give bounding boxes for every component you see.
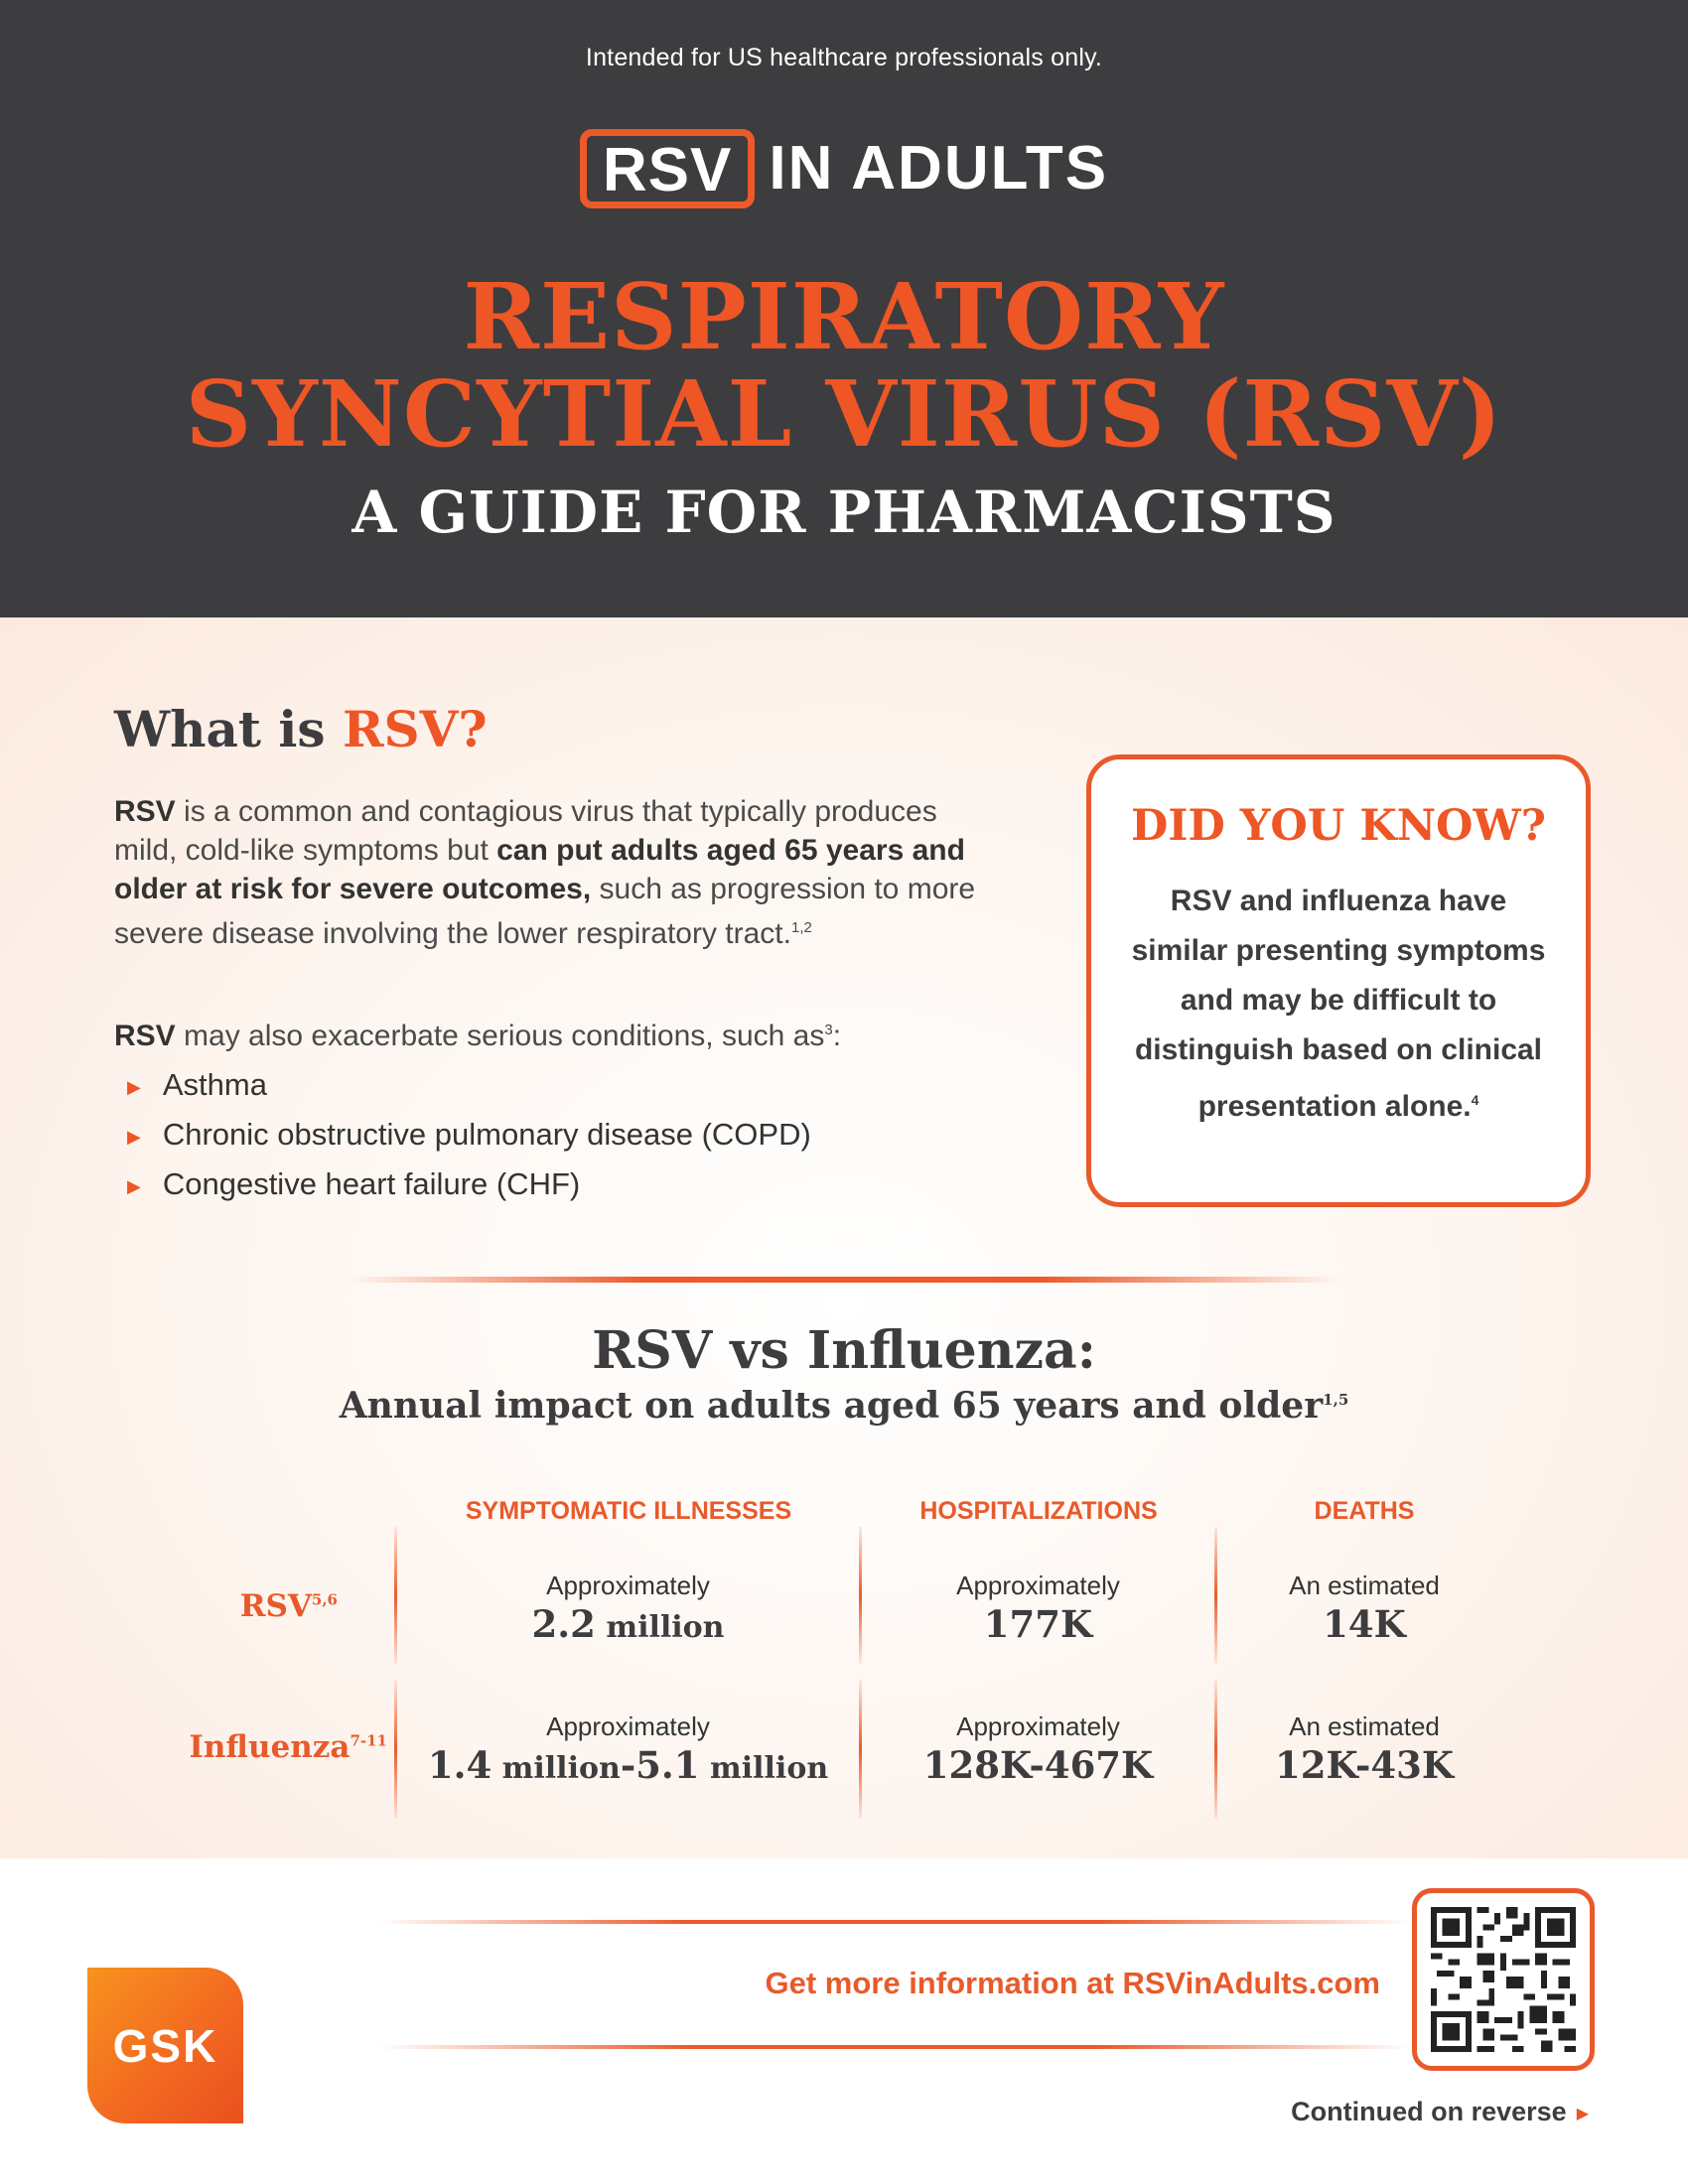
triangle-arrow-icon: ▶	[1576, 2105, 1589, 2122]
value-unit: million	[595, 1610, 725, 1645]
table-cell	[1217, 1569, 1511, 1646]
row-label-text: Influenza	[189, 1729, 351, 1765]
rsv-bold: RSV	[114, 1020, 176, 1052]
list-item	[127, 1160, 811, 1209]
reference-superscript: 5,6	[311, 1590, 338, 1609]
did-you-know-body: RSV and influenza have similar presenting symptoms and may be difficult to distinguish based on clinical presentation alone.	[1131, 885, 1546, 1123]
header-banner	[0, 0, 1688, 617]
condition-label: Chronic obstructive pulmonary disease (COPD)	[162, 1117, 811, 1152]
did-you-know-text	[1130, 877, 1547, 1132]
comparison-subheading	[0, 1385, 1688, 1427]
cell-qualifier: Approximately	[546, 1711, 710, 1741]
logo-box-text: RSV	[580, 129, 755, 208]
column-header-hospitalizations: HOSPITALIZATIONS	[919, 1497, 1158, 1525]
cell-value: 12K-43K	[1275, 1743, 1454, 1787]
cell-value: 14K	[1323, 1602, 1406, 1646]
condition-label: Congestive heart failure (CHF)	[162, 1166, 581, 1201]
cell-qualifier: Approximately	[956, 1570, 1120, 1600]
column-header-deaths: DEATHS	[1314, 1497, 1415, 1525]
value-number-2: -5.1	[620, 1743, 700, 1787]
value-unit: million	[492, 1751, 621, 1786]
cell-value: 128K-467K	[922, 1743, 1154, 1787]
rsv-description	[114, 792, 988, 953]
rsv-in-adults-logo	[0, 129, 1688, 208]
reference-superscript: 4	[1471, 1092, 1479, 1108]
triangle-bullet-icon: ▶	[127, 1175, 141, 1196]
table-cell	[862, 1709, 1214, 1787]
value-unit-2: million	[699, 1751, 829, 1786]
cell-qualifier: Approximately	[546, 1570, 710, 1600]
subtitle: A GUIDE FOR PHARMACISTS	[352, 478, 1336, 546]
main-title	[0, 263, 1688, 468]
column-header-symptomatic: SYMPTOMATIC ILLNESSES	[465, 1497, 792, 1525]
value-number: 1.4	[427, 1743, 492, 1787]
cell-qualifier: An estimated	[1289, 1711, 1440, 1741]
qr-code-icon	[1431, 1907, 1576, 2052]
title-line-1: RESPIRATORY	[463, 263, 1225, 370]
condition-label: Asthma	[162, 1067, 267, 1102]
subheading-text: Annual impact on adults aged 65 years and older	[339, 1385, 1324, 1427]
colon: :	[832, 1020, 842, 1052]
table-cell	[397, 1709, 859, 1791]
row-label-rsv	[109, 1588, 338, 1624]
reference-superscript: 7-11	[350, 1731, 387, 1750]
desc-bold-risk: can put adults aged 65 years and older at risk for severe outcomes,	[114, 834, 965, 905]
list-item	[127, 1110, 811, 1160]
did-you-know-heading: DID YOU KNOW?	[1131, 801, 1546, 851]
comparison-heading: RSV vs Influenza:	[592, 1320, 1096, 1381]
table-cell	[1217, 1709, 1511, 1787]
list-item	[127, 1060, 811, 1110]
desc-text-1: is a common and contagious virus that typically produces mild, cold-like symptoms but	[114, 795, 937, 867]
audience-note: Intended for US healthcare professionals only.	[585, 44, 1103, 71]
continued-on-reverse	[1092, 2097, 1589, 2127]
table-cell	[862, 1569, 1214, 1646]
table-cell	[397, 1569, 859, 1650]
triangle-bullet-icon: ▶	[127, 1076, 141, 1097]
section-divider	[348, 1277, 1340, 1283]
reference-superscript: 1,2	[790, 919, 812, 936]
rsv-bold: RSV	[114, 795, 176, 828]
reference-superscript: 1,5	[1323, 1391, 1349, 1409]
value-number: 2.2	[531, 1602, 596, 1646]
heading-accent: RSV?	[342, 700, 488, 758]
exacerbate-text: may also exacerbate serious conditions, such as	[175, 1020, 825, 1052]
row-label-text: RSV	[239, 1588, 312, 1624]
title-line-2: SYNCYTIAL VIRUS (RSV)	[185, 360, 1503, 468]
triangle-bullet-icon: ▶	[127, 1126, 141, 1147]
reference-superscript: 3	[824, 1022, 833, 1038]
continued-text: Continued on reverse	[1291, 2097, 1567, 2126]
cell-qualifier: Approximately	[956, 1711, 1120, 1741]
footer-divider-bottom	[377, 2045, 1410, 2049]
what-is-rsv-heading	[114, 700, 488, 758]
cell-value	[397, 1743, 859, 1791]
cell-value	[397, 1602, 859, 1650]
row-label-influenza	[99, 1729, 387, 1765]
conditions-list	[127, 1060, 811, 1209]
cell-qualifier: An estimated	[1289, 1570, 1440, 1600]
footer-divider-top	[377, 1920, 1410, 1924]
gsk-logo	[87, 1968, 243, 2123]
did-you-know-box	[1086, 754, 1591, 1207]
more-info-link[interactable]: Get more information at RSVinAdults.com	[765, 1966, 1380, 2000]
brand-logo-text: GSK	[112, 2019, 218, 2072]
qr-code[interactable]	[1412, 1888, 1595, 2071]
heading-prefix: What is	[114, 700, 343, 758]
desc-text-2: such as progression to more severe disease involving the lower respiratory tract.	[114, 873, 976, 950]
exacerbate-intro	[114, 1011, 988, 1055]
logo-text: IN ADULTS	[769, 134, 1109, 203]
cell-value: 177K	[983, 1602, 1093, 1646]
